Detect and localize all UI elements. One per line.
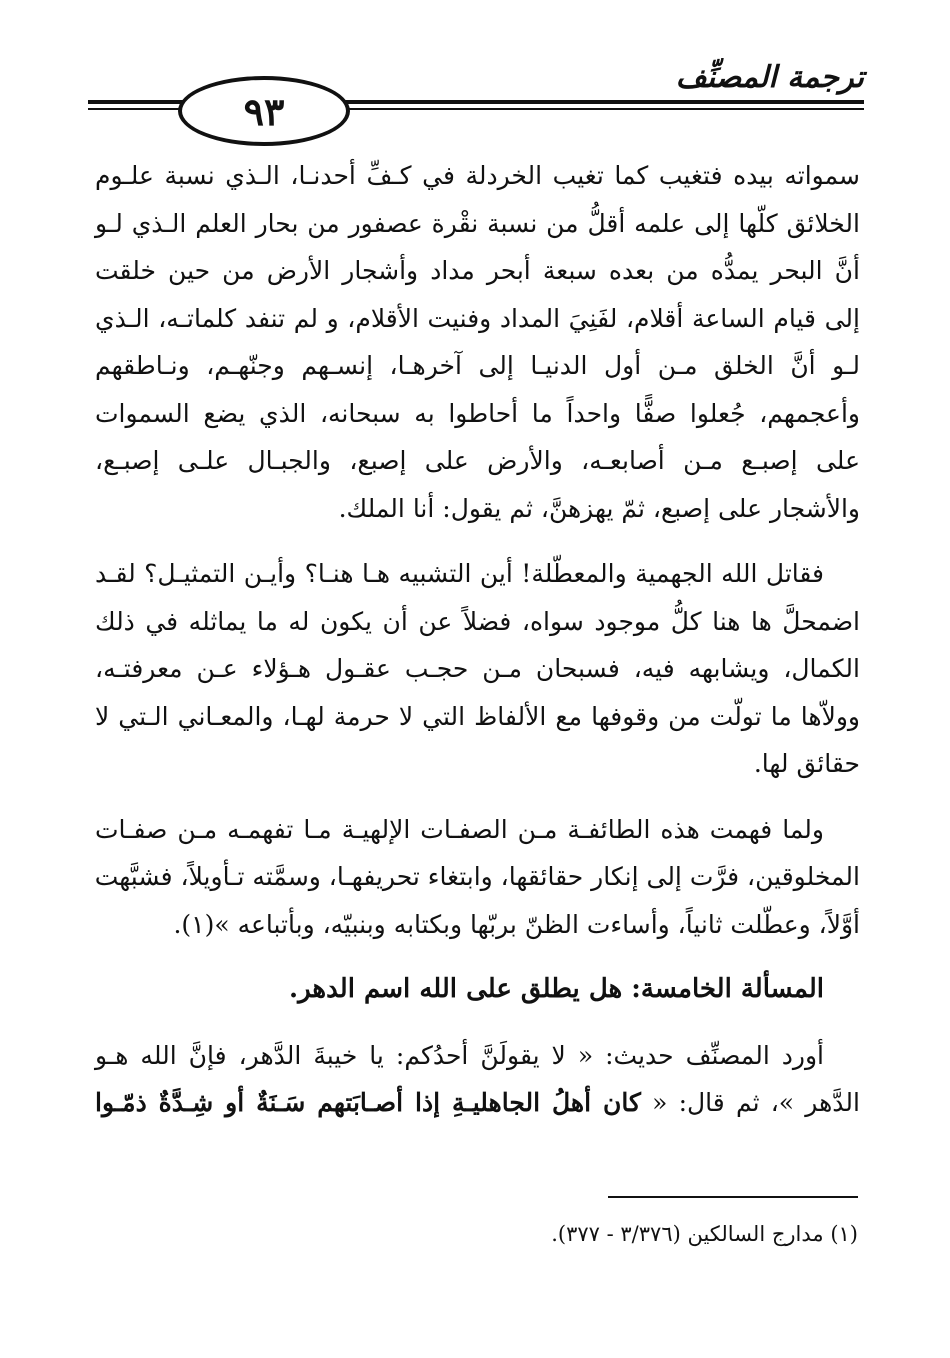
page-number: ٩٣	[243, 88, 285, 134]
text-line: لـو أنَّ الخلق مـن أول الدنيـا إلى آخرهـا، إنسـهم وجنّهـم، ونـاطقهم	[95, 351, 860, 380]
text-bold-segment: كان أهلُ الجاهليـةِ إذا أصـابَتهم سَـنَةٌ أو شِـدَّةٌ ذمّـوا	[95, 1088, 641, 1117]
text-line: والأشجار على إصبع، ثمّ يهزهنَّ، ثم يقول: أنا الملك.	[338, 493, 860, 523]
text-line: حقائق لها.	[753, 749, 860, 778]
text-plain-segment: الدَّهر »، ثم قال: «	[652, 1088, 860, 1117]
paragraph-spacer	[95, 948, 860, 966]
text-line: فقاتل الله الجهمية والمعطّلة! أين التشبيه هـا هنـا؟ وأيـن التمثيـل؟ لقـد	[95, 559, 824, 588]
text-line: الخلائق كلّها إلى علمه أقلُّ من نسبة نقْرة عصفور من بحار العلم الـذي لـو	[95, 208, 860, 238]
text-line: المخلوقين، فرَّت إلى إنكار حقائقها، وابتغاء تحريفهـا، وسمَّته تـأويلاً، فشبَّهت	[94, 862, 860, 891]
text-line: وأعجمهم، جُعلوا صفًّا واحداً ما أحاطوا به سبحانه، الذي يضع السموات	[95, 398, 860, 428]
text-line: اضمحلَّ ها هنا كلُّ موجود سواه، فضلاً عن أن يكون له ما يماثله في ذلك	[95, 606, 860, 636]
paragraph-1	[95, 152, 860, 532]
section-heading: المسألة الخامسة: هل يطلق على الله اسم الدهر.	[289, 974, 824, 1004]
paragraph-4	[95, 1032, 860, 1127]
paragraph-2	[95, 550, 860, 788]
running-title: ترجمة المصنِّف	[675, 60, 864, 95]
text-line: الكمال، ويشابهه فيه، فسبحان مـن حجـب عقـول هـؤلاء عـن معرفتـه،	[95, 654, 860, 683]
text-line: أوَّلاً، وعطّلت ثانياً، وأساءت الظنّ بربّها وبكتابه وبنبيّه، وبأتباعه »(١).	[173, 909, 860, 939]
text-line-mixed	[95, 1079, 860, 1127]
paragraph-spacer	[95, 1014, 860, 1032]
footnote-separator	[608, 1196, 858, 1198]
text-line: أورد المصنِّف حديث: « لا يقولَنَّ أحدُكم: يا خيبةَ الدَّهر، فإنَّ الله هـو	[95, 1040, 824, 1070]
paragraph-spacer	[95, 788, 860, 806]
text-line: أنَّ البحر يمدُّه من بعده سبعة أبحر مداد وأشجار الأرض من حين خلقت	[95, 256, 860, 285]
text-line: وولاّها ما تولّت من وقوفها مع الألفاظ التي لا حرمة لهـا، والمعـاني الـتي لا	[95, 701, 860, 731]
footnote: (١) مدارج السالكين (٣/٣٧٦ - ٣٧٧).	[551, 1222, 858, 1246]
page-header	[88, 60, 864, 150]
page-number-oval	[178, 76, 350, 146]
paragraph-3	[95, 806, 860, 949]
text-line: إلى قيام الساعة أقلام، لفَنِيَ المداد وفنيت الأقلام، و لم تنفد كلماتـه، الـذي	[95, 303, 860, 333]
text-line: ولما فهمت هذه الطائفـة مـن الصفـات الإلهيـة مـا تفهمـه مـن صفـات	[95, 814, 824, 844]
text-line: على إصبـع مـن أصابعـه، والأرض على إصبع، والجبـال علـى إصبـع،	[95, 446, 860, 475]
main-text	[95, 152, 860, 1127]
text-line: سمواته بيده فتغيب كما تغيب الخردلة في كـفِّ أحدنـا، الـذي نسبة علـوم	[95, 161, 860, 190]
paragraph-spacer	[95, 532, 860, 550]
